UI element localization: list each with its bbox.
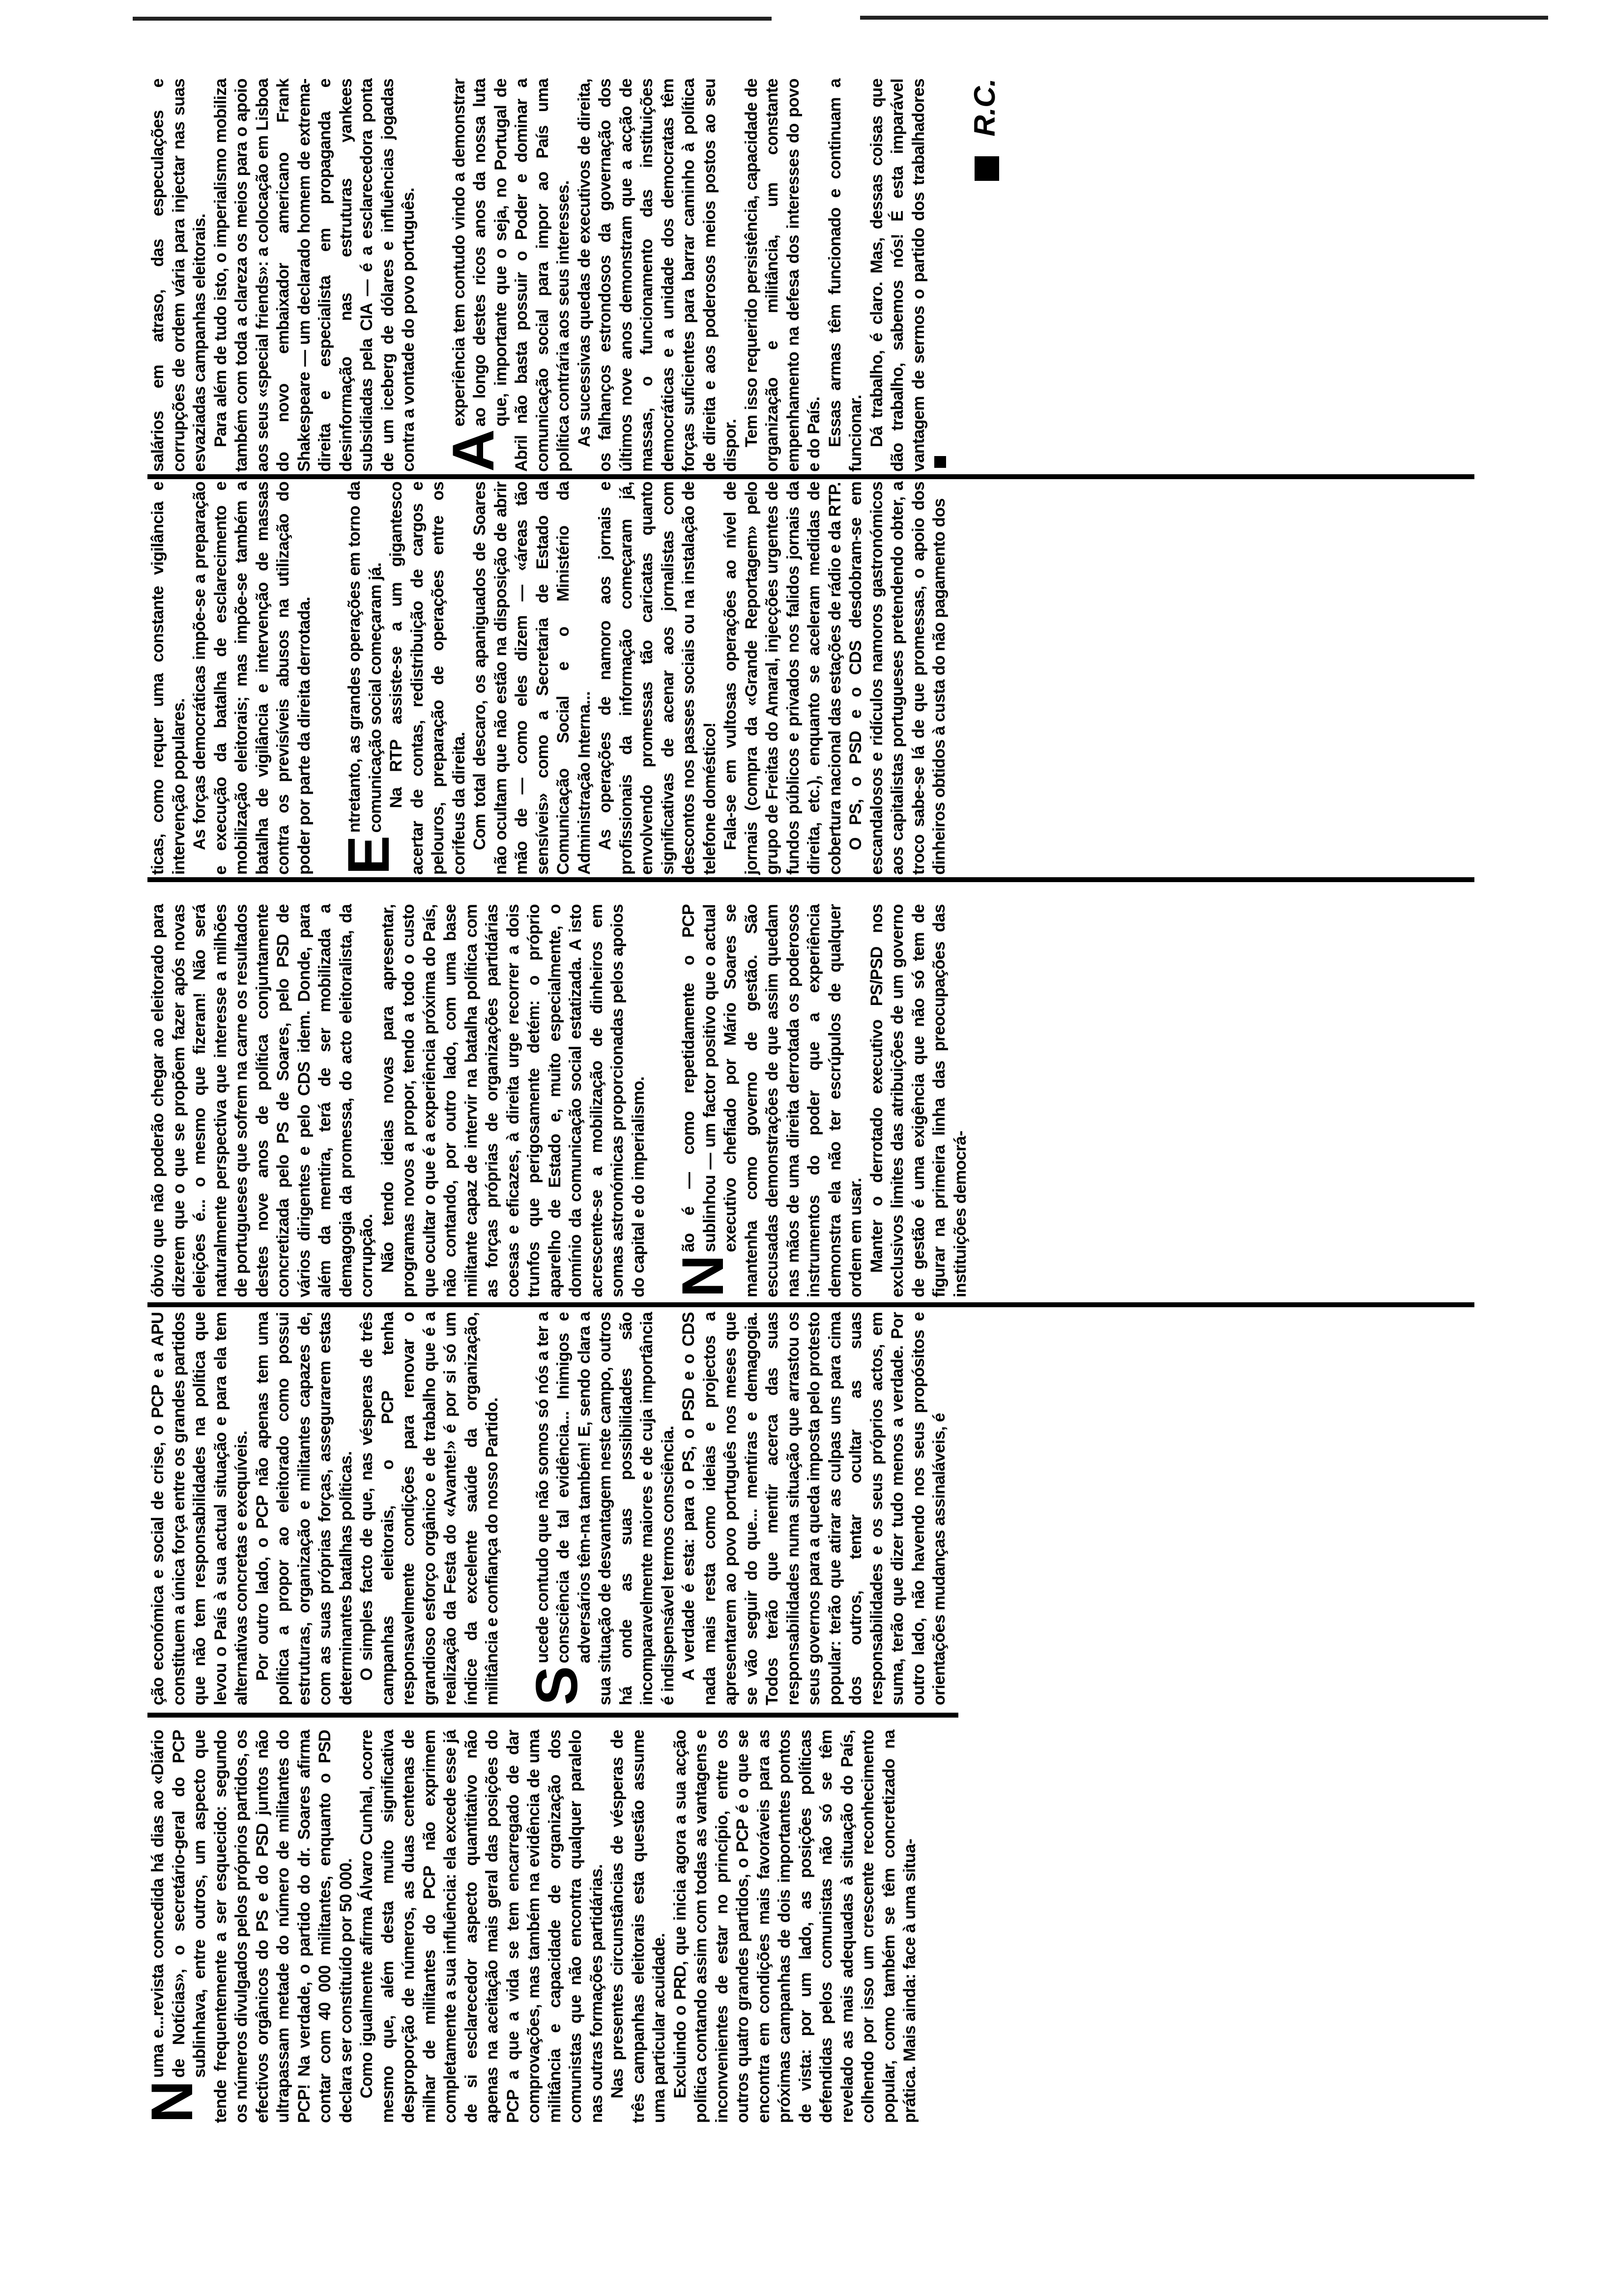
author-initials: R.C.	[968, 79, 1001, 137]
paragraph: O simples facto de que, nas vésperas de três campanhas eleitorais, o PCP tenha responsavelmente condições para renovar o grandioso esforço orgânico e de trabalho que é a realização da Festa do «Avante!» é por si só um índice da excelente saúde da organização, militância e confiança do nosso Partido.	[357, 1312, 501, 1705]
paragraph: uma e...revista concedida há dias ao «Diário de Notícias», o secretário-geral do PCP sublinhava, entre outros, um aspecto que tende frequentemente a ser esquecido: segundo os números divulgados pelos próprios partidos, os efectivos orgânicos do PS e do PSD juntos não ultrapassam metade do número de militantes do PCP! Na verdade, o partido do dr. Soares afirma contar com 40 000 militantes, enquanto o PSD declara ser constituído por 50 000.	[148, 1730, 355, 2123]
paragraph: ão é — como repetidamente o PCP sublinhou — um factor positivo que o actual executivo chefiado por Mário Soares se mantenha como governo de gestão. São escusadas demonstrações de que assim quedam nas mãos de uma direita derrotada os poderosos instrumentos do poder que a experiência demonstra ela não ter escrúpulos de qualquer ordem em usar.	[679, 904, 865, 1297]
paragraph: Essas armas têm funcionado e continuam a funcionar.	[825, 79, 865, 472]
article-section	[147, 904, 649, 1297]
paragraph: Excluindo o PRD, que inicia agora a sua acção política contando assim com todas as vantagens e inconvenientes de estar no princípio, entre os outros quatro grandes partidos, o PCP é o que se encontra em condições mais favoráveis para as próximas campanhas de dois importantes pontos de vista: por um lado, as posições políticas defendidas pelos comunistas não só se têm revelado as mais adequadas à situação do País, colhendo por isso um crescente reconhecimento popular, como também se têm concretizado na prática. Mais ainda: face à uma situa-	[670, 1730, 919, 2123]
article-section	[670, 904, 971, 1297]
closing-text: Dá trabalho, é claro. Mas, dessas coisas que dão trabalho, sabemos nós! É esta imparável vantagem de sermos o partido dos trabalhadores	[867, 79, 928, 472]
paragraph: As sucessivas quedas de executivos de direita, os falhanços estrondosos da governação dos últimos nove anos demonstram que a acção de massas, o funcionamento das instituições democráticas e a unidade dos democratas têm forças suficientes para barrar caminho à política de direita e aos poderosos meios postos ao seu dispor.	[575, 79, 740, 472]
article-column-4	[147, 482, 950, 875]
article-section	[440, 79, 950, 472]
signature-square-icon	[975, 156, 999, 181]
paragraph: Manter o derrotado executivo PS/PSD nos exclusivos limites das atribuições de um governo de gestão é uma exigência que não só tem de figurar na primeira linha das preocupações das instituições democrá-	[867, 904, 970, 1297]
paragraph: Com total descaro, os apaniguados de Soares não ocultam que não estão na disposição de abrir mão de — como eles dizem — «áreas tão sensíveis» como a Secretaria de Estado da Comunicação Social e o Ministério da Administração Interna...	[470, 482, 594, 875]
paragraph: experiência tem contudo vindo a demonstrar ao longo destes ricos anos da nossa luta que, importante que o seja, no Portugal de Abril não basta possuir o Poder e dominar a comunicação social para impor ao País uma política contrária aos seus interesses.	[449, 79, 573, 472]
author-signature	[968, 79, 1001, 472]
paragraph: As forças democráticas impõe-se a preparação e execução da batalha de esclarecimento e mobilização eleitorais; mas impõe-se também a batalha de vigilância e intervenção de massas contra os previsíveis abusos na utilização do poder por parte da direita derrotada.	[190, 482, 314, 875]
drop-cap: S	[523, 1666, 590, 1705]
paragraph: ticas, como requer uma constante vigilância e intervenção populares.	[148, 482, 188, 875]
column-rule	[147, 1713, 958, 1718]
paragraph: óbvio que não poderão chegar ao eleitorado para dizerem que o que se propõem fazer após novas eleições é... o mesmo que fizeram! Não será naturalmente perspectiva que interesse a milhões de portugueses que sofrem na carne os resultados destes nove anos de política conjuntamente concretizada pelo PS de Soares, pelo PSD de vários dirigentes e pelo CDS idem. Donde, para além da mentira, terá de ser mobilizada a demagogia da promessa, do acto eleitoralista, da corrupção.	[148, 904, 376, 1297]
column-rule	[147, 1302, 1474, 1307]
paragraph: salários em atraso, das especulações e corrupções de ordem vária para injectar nas suas esvaziadas campanhas eleitorais.	[148, 79, 209, 472]
scan-edge-mark	[860, 16, 1548, 20]
article-column-2	[147, 1312, 950, 1705]
article-column-1	[139, 1730, 921, 2123]
paragraph: Nas presentes circunstâncias de vésperas de três campanhas eleitorais esta questão assume uma particular acuidade.	[608, 1730, 668, 2123]
paragraph: Para além de tudo isto, o imperialismo mobiliza também com toda a clareza os meios para o apoio aos seus «special friends»: a colocação em Lisboa do novo embaixador americano Frank Shakespeare — um declarado homem de extrema-direita e especialista em propaganda e desinformação nas estruturas yankees subsidiadas pela CIA — é a esclarecedora ponta de um iceberg de dólares e influências jogadas contra a vontade do povo português.	[211, 79, 418, 472]
paragraph: A verdade é esta: para o PS, o PSD e o CDS nada mais resta como ideias e projectos a apresentarem ao povo português nos meses que se vão seguir do que... mentiras e demagogia. Todos terão que mentir acerca das suas responsabilidades numa situação que arrastou os seus governos para a queda imposta pelo protesto popular: terão que atirar as culpas uns para cima dos outros, tentar ocultar as suas responsabilidades e os seus próprios actos, em suma, terão que dizer tudo menos a verdade. Por outro lado, não havendo nos seus propósitos e orientações mudanças assinaláveis, é	[679, 1312, 949, 1705]
article-section	[147, 79, 419, 472]
paragraph: Tem isso requerido persistência, capacidade de organização e militância, um constante empenhamento na defesa dos interesses do povo e do País.	[742, 79, 823, 472]
paragraph: Como igualmente afirma Álvaro Cunhal, ocorre mesmo que, além desta muito significativa desproporção de números, as duas centenas de milhar de militantes do PCP não exprimem completamente a sua influência: ela excede esse já de si esclarecedor aspecto quantitativo não apenas na aceitação mais geral das posições do PCP a que a vida se tem encarregado de dar comprovações, mas também na evidência de uma militância e capacidade de organização dos comunistas que não encontra qualquer paralelo nas outras formações partidárias.	[357, 1730, 606, 2123]
end-mark-icon	[934, 456, 946, 468]
drop-cap: E	[336, 835, 402, 875]
article-section	[523, 1312, 950, 1705]
paragraph: Por outro lado, o PCP não apenas tem uma política a propor ao eleitorado como possui estruturas, organização e militantes capazes de, com as suas próprias forças, assegurarem estas determinantes batalhas políticas.	[253, 1312, 355, 1705]
article-section	[147, 482, 315, 875]
paragraph: As operações de namoro aos jornais e profissionais da informação começaram já, envolvendo promessas tão caricatas quanto significativas de acenar aos jornalistas com descontos nos passes sociais ou na instalação de telefone doméstico!	[596, 482, 719, 875]
paragraph	[866, 79, 950, 472]
paragraph: Fala-se em vultosas operações ao nível de jornais (compra da «Grande Reportagem» pelo grupo de Freitas do Amaral, injecções urgentes de fundos públicos e privados nos falidos jornais da direita, etc.), enquanto se aceleram medidas de cobertura nacional das estações de rádio e da RTP.	[721, 482, 844, 875]
column-rule	[147, 877, 1474, 882]
paragraph: Na RTP assiste-se a um gigantesco acertar de contas, redistribuição de cargos e pelouros, preparação de operações entre os corifeus da direita.	[387, 482, 468, 875]
paragraph: ucede contudo que não somos só nós a ter a consciência de tal evidência... Inimigos e adversários têm-na também! E, sendo clara a sua situação de desvantagem neste campo, outros há onde as suas possibilidades são incomparavelmente maiores e de cuja importância é indispensável termos consciência.	[533, 1312, 677, 1705]
article-column-5	[147, 79, 999, 472]
scan-edge-mark	[133, 17, 772, 21]
paragraph: Não tendo ideias novas para apresentar, programas novos a propor, tendo a todo o custo que ocultar o que é a experiência próxima do País, não contando, por outro lado, com uma base militante capaz de intervir na batalha política com as forças próprias de organizações partidárias coesas e eficazes, à direita urge recorrer a dois trunfos que perigosamente detém: o próprio aparelho de Estado e, muito especialmente, o domínio da comunicação social estatizada. A isto acrescente-se a mobilização de dinheiros em somas astronómicas proporcionadas pelos apoios do capital e do imperialismo.	[378, 904, 648, 1297]
article-column-3	[147, 904, 971, 1297]
drop-cap: N	[670, 1255, 736, 1297]
article-section	[147, 1312, 503, 1705]
drop-cap: A	[440, 429, 506, 472]
paragraph: O PS, o PSD e o CDS desdobram-se em escandalosos e ridículos namoros gastronómicos aos capitalistas portugueses pretendendo obter, a troco sabe-se lá de que promessas, o apoio dos dinheiros obtidos à custa do não pagamento dos	[846, 482, 949, 875]
article-section	[139, 1730, 921, 2123]
paragraph: ntretanto, as grandes operações em torno da comunicação social começaram já.	[345, 482, 385, 833]
paragraph: ção económica e social de crise, o PCP e a APU constituem a única força entre os grandes partidos que não tem responsabilidades na política que levou o País à sua actual situação e para ela tem alternativas concretas e exequíveis.	[148, 1312, 251, 1705]
column-rule	[147, 474, 1474, 479]
article-section	[336, 482, 950, 875]
drop-cap: N	[139, 2080, 205, 2123]
